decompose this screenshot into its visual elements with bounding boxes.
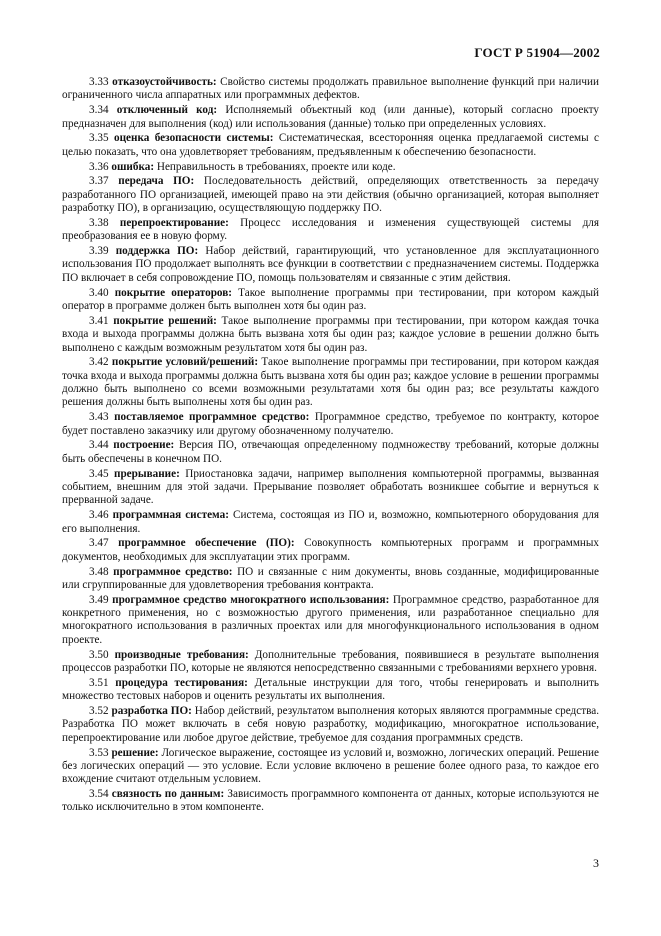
term: производные требования: — [114, 648, 249, 661]
definition-text: Детальные инструкции для того, чтобы генерировать и выполнить множество тестовых наборов и оценить результаты их выполнения. — [62, 676, 600, 703]
term: программное обеспечение (ПО): — [118, 537, 295, 550]
term: перепроектирование: — [119, 216, 229, 229]
definitions-list — [62, 76, 599, 816]
definition-entry — [62, 76, 599, 103]
clause-number: 3.51 — [89, 676, 109, 689]
term: покрытие решений: — [113, 314, 217, 327]
definition-entry — [62, 649, 599, 676]
definition-text: Логическое выражение, состоящее из условий и, возможно, логических операций. Решение без логических операций — это условие. Если условие включено в решение более одного раза, то каждое его вхождение считают отдельным условием. — [62, 746, 600, 786]
clause-number: 3.44 — [89, 439, 109, 452]
definition-entry — [62, 411, 599, 438]
definition-entry — [62, 315, 599, 355]
term: программное средство: — [113, 565, 233, 578]
definition-entry — [62, 566, 599, 593]
definition-text: Процесс исследования и изменения существующей системы для преобразования ее в новую форму. — [62, 216, 599, 243]
term: разработка ПО: — [111, 704, 192, 717]
term: покрытие условий/решений: — [111, 356, 259, 369]
clause-number: 3.47 — [89, 537, 109, 550]
clause-number: 3.39 — [89, 245, 109, 258]
definition-text: Система, состоящая из ПО и, возможно, компьютерного оборудования для его выполнения. — [62, 509, 599, 535]
definition-text: Такое выполнение программы при тестировании, при котором каждый оператор в программе должен быть выполнен хотя бы один раз. — [62, 286, 600, 312]
term: программное средство многократного использования: — [112, 593, 390, 606]
definition-text: Версия ПО, отвечающая определенному подмножеству требований, которые должны быть обеспечены в конечном ПО. — [62, 439, 600, 465]
term: программная система: — [112, 509, 229, 522]
definition-entry — [62, 104, 599, 131]
clause-number: 3.34 — [89, 104, 109, 117]
term: оценка безопасности системы: — [114, 132, 274, 145]
term: поддержка ПО: — [115, 245, 199, 258]
term: покрытие операторов: — [114, 286, 233, 299]
definition-text: Такое выполнение программы при тестировании, при котором каждая точка входа и выхода программы должна быть вызвана хотя бы один раз; каждое условие в решении программы должно быть выполнено со всеми возможными результатами хотя бы один раз; все результаты каждого решения должны быть выполнены хотя бы один раз. — [62, 356, 600, 409]
term: ошибка: — [111, 160, 155, 173]
definition-text: Набор действий, результатом выполнения которых являются программные средства. Разработка ПО может включать в себя новую разработку, модификацию, многократное использование, перепроектирование или любое другое действие, требуемое для создания программных средств. — [62, 704, 599, 744]
clause-number: 3.33 — [89, 76, 109, 88]
definition-text: Последовательность действий, определяющих ответственность за передачу разработанного ПО организацией, имеющей право на эти действия (обычно организацией, которая выполняет разработку ПО), в организацию, осуществляющую поддержку ПО. — [62, 175, 600, 215]
clause-number: 3.50 — [89, 648, 109, 661]
document-header: ГОСТ Р 51904—2002 — [474, 45, 600, 60]
page-number: 3 — [593, 856, 599, 870]
clause-number: 3.48 — [89, 565, 109, 578]
clause-number: 3.54 — [89, 788, 109, 801]
definition-entry — [62, 217, 599, 244]
definition-entry — [62, 468, 599, 508]
term: передача ПО: — [118, 175, 195, 188]
definition-text: Такое выполнение программы при тестировании, при котором каждая точка входа и выхода программы должна быть вызвана хотя бы один раз; каждое условие в решении должно быть выполнено с каждым возможным результатом хотя бы один раз. — [62, 314, 600, 354]
definition-entry — [62, 356, 599, 409]
definition-entry — [62, 509, 599, 536]
clause-number: 3.40 — [89, 286, 109, 299]
term: построение: — [113, 439, 175, 452]
clause-number: 3.41 — [89, 314, 109, 327]
definition-text: Программное средство, разработанное для конкретного применения, но с возможностью другого применения, или разработанное специально для многократного использования в различных проектах или для многофункционального использования в одном проекте. — [62, 593, 600, 646]
definition-text: Зависимость программного компонента от данных, которые используются не только исключительно в этом компоненте. — [62, 788, 599, 814]
definition-text: Свойство системы продолжать правильное выполнение функций при наличии ограниченного числа аппаратных или программных дефектов. — [62, 76, 600, 102]
clause-number: 3.53 — [89, 746, 109, 759]
definition-entry — [62, 705, 599, 745]
definition-entry — [62, 161, 599, 174]
term: процедура тестирования: — [115, 676, 248, 689]
definition-entry — [62, 594, 599, 647]
definition-entry — [62, 287, 599, 314]
definition-entry — [62, 677, 599, 704]
definition-entry — [62, 788, 599, 815]
clause-number: 3.46 — [89, 509, 109, 522]
definition-text: Систематическая, всесторонняя оценка предлагаемой системы с целью показать, что она удовлетворяет требованиям, предъявленным к обеспечению безопасности. — [62, 132, 600, 158]
term: отключенный код: — [116, 104, 218, 117]
clause-number: 3.35 — [89, 132, 109, 145]
term: решение: — [111, 746, 159, 759]
definition-text: Приостановка задачи, например выполнения компьютерной программы, вызванная событием, внешним для этой задачи. Прерывание позволяет обработать возникшее событие и вернуться к прерванной задаче. — [62, 467, 600, 507]
definition-text: Набор действий, гарантирующий, что установленное для эксплуатационного использования ПО продолжает выполнять все функции в соответствии с предназначением системы. Поддержка ПО включает в себя сопровождение ПО, помощь пользователям и связанные с этим действия. — [62, 245, 600, 284]
definition-text: Исполняемый объектный код (или данные), который согласно проекту предназначен для выполнения (код) или использования (данные) только при определенных условиях. — [62, 104, 600, 130]
definition-entry — [62, 175, 599, 215]
term: отказоустойчивость: — [112, 76, 217, 88]
definition-entry — [62, 245, 599, 285]
definition-entry — [62, 439, 599, 466]
term: прерывание: — [114, 467, 180, 480]
term: связность по данным: — [111, 788, 225, 801]
clause-number: 3.36 — [89, 160, 109, 173]
definition-entry — [62, 747, 599, 787]
definition-text: Дополнительные требования, появившиеся в результате выполнения процессов разработки ПО, которые не являются непосредственно связанными с требованиями верхнего уровня. — [62, 648, 600, 674]
definition-text: Программное средство, требуемое по контракту, которое будет поставлено заказчику или другому обозначенному получателю. — [62, 411, 599, 437]
clause-number: 3.49 — [89, 593, 109, 606]
definition-entry — [62, 537, 599, 564]
clause-number: 3.52 — [89, 704, 109, 717]
clause-number: 3.43 — [89, 411, 109, 424]
definition-text: ПО и связанные с ним документы, вновь созданные, модифицированные или сгруппированные для удовлетворения требования контракта. — [62, 565, 599, 591]
definition-entry — [62, 132, 599, 159]
definition-text: Неправильность в требованиях, проекте или коде. — [156, 160, 396, 173]
clause-number: 3.37 — [89, 175, 109, 188]
clause-number: 3.45 — [89, 467, 109, 480]
clause-number: 3.38 — [89, 216, 109, 229]
definition-text: Совокупность компьютерных программ и программных документов, необходимых для эксплуатации этих программ. — [62, 537, 600, 563]
clause-number: 3.42 — [89, 356, 109, 369]
term: поставляемое программное средство: — [114, 411, 310, 424]
